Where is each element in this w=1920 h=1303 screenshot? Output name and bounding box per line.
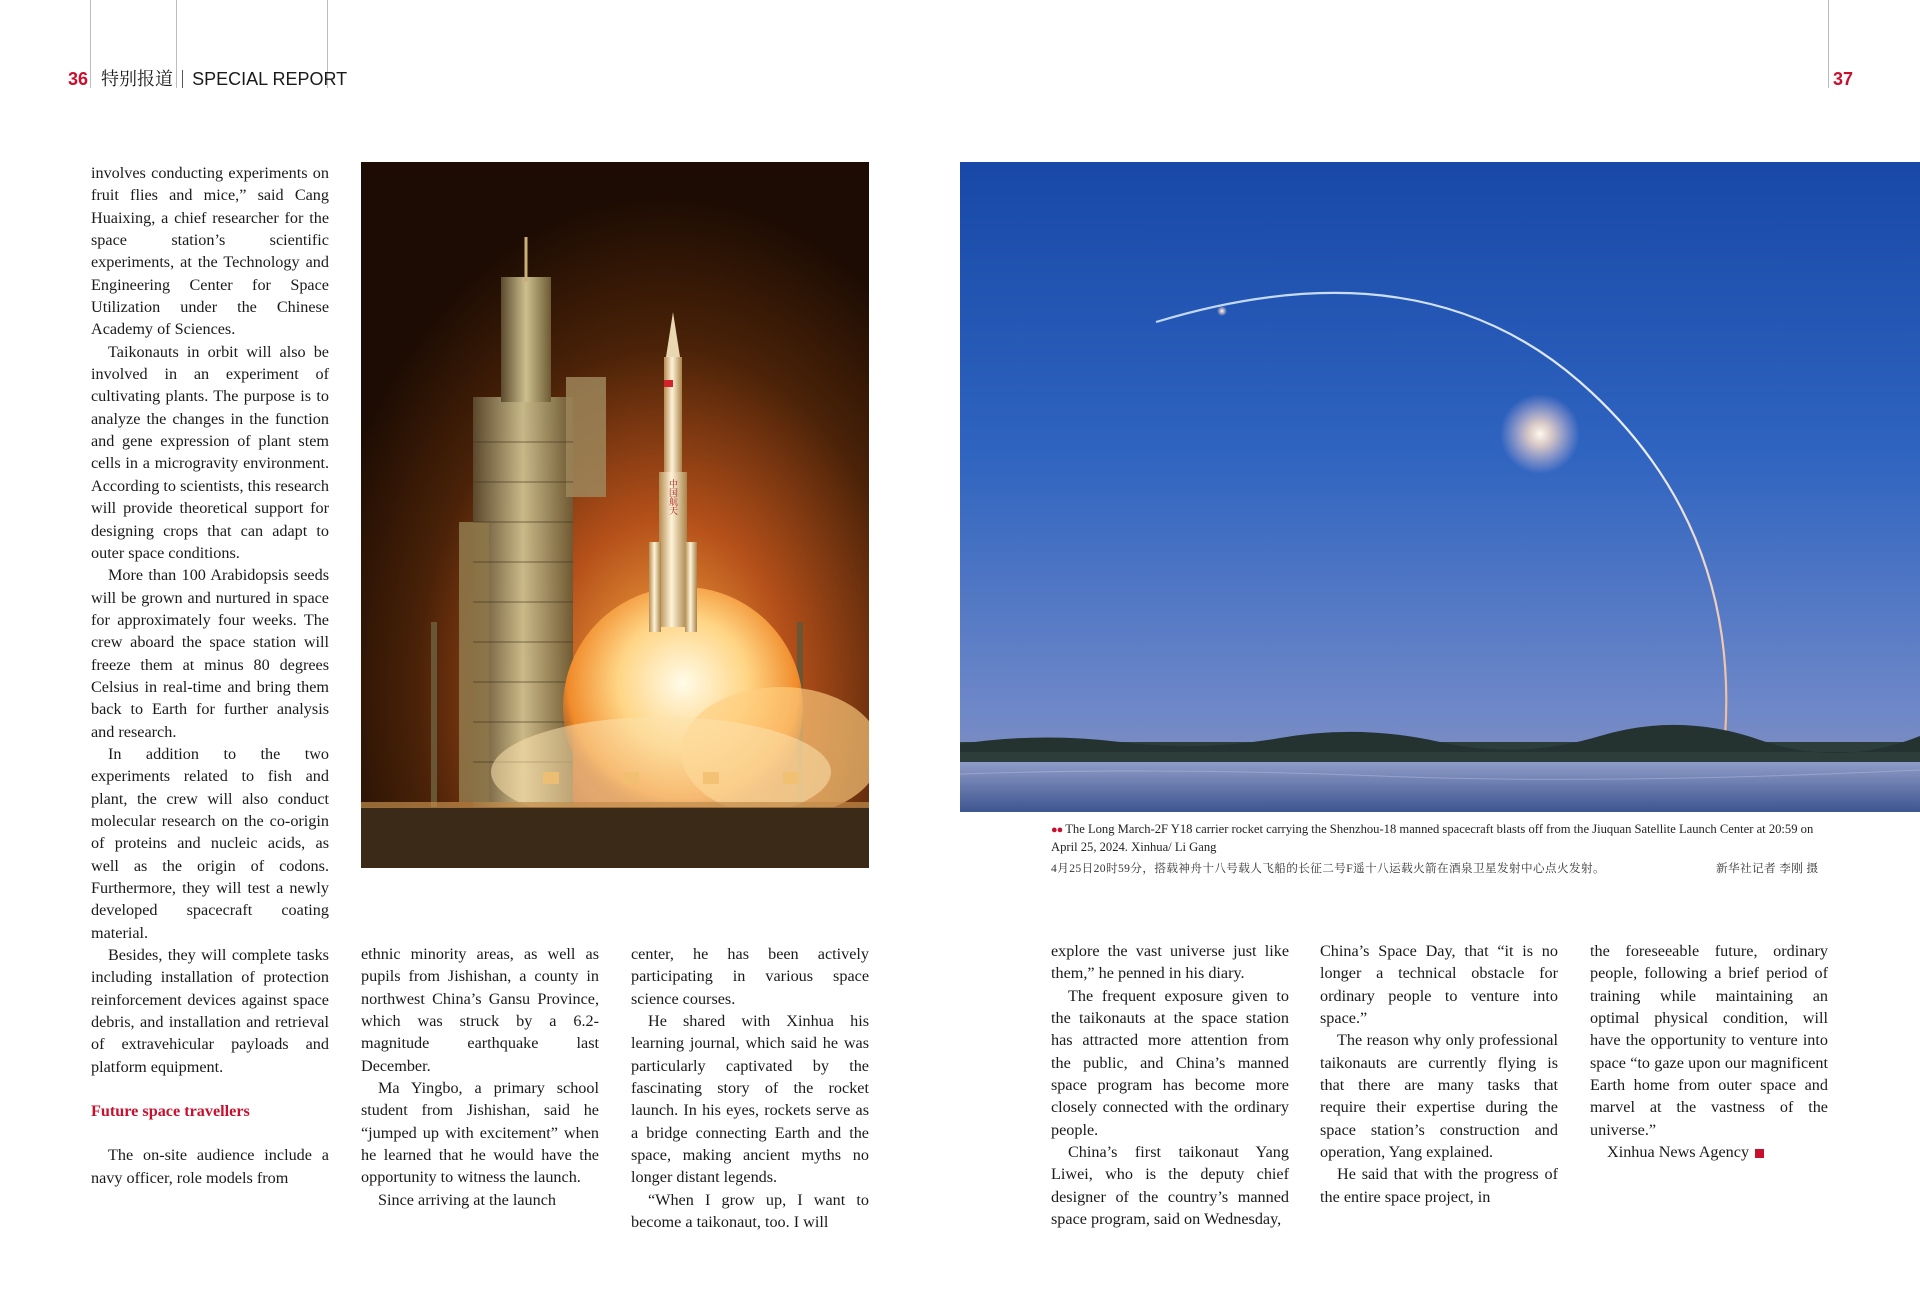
paragraph: He shared with Xinhua his learning journal, which said he was particularly captivated by the fascinating story of the rocket launch. In his eyes, rockets serve as a bridge connecting Earth and the space, making ancient myths no longer distant legends. — [631, 1012, 869, 1187]
paragraph: In addition to the two experiments related to fish and plant, the crew will also conduct molecular research on the co-origin of proteins and nucleic acids, as well as the origin of codons. Furthermore, they will test a newly developed spacecraft coating material. — [91, 744, 329, 942]
launch-pad-photo — [361, 162, 869, 868]
paragraph: Besides, they will complete tasks including installation of protection reinforcement devices against space debris, and installation and retrieval of extravehicular payloads and platform equipment. — [91, 946, 329, 1076]
paragraph: China’s first taikonaut Yang Liwei, who is the deputy chief designer of the country’s manned space program, said on Wednesday, — [1051, 1143, 1289, 1229]
caption-text: The Long March-2F Y18 carrier rocket carrying the Shenzhou-18 manned spacecraft blasts off from the Jiuquan Satellite Launch Center at 20:59 on April 25, 2024. Xinhua/ Li Gang — [1051, 822, 1814, 854]
left-page-number: 36 — [68, 69, 89, 89]
paragraph: involves conducting experiments on fruit flies and mice,” said Cang Huaixing, a chief researcher for the space station’s scientific experiments, at the Technology and Engineering Center for Space Utilization under the Chinese Academy of Sciences. — [91, 164, 329, 339]
photo-caption-chinese: 4月25日20时59分，搭载神舟十八号载人飞船的长征二号F遥十八运载火箭在酒泉卫星发射中心点火发射。 — [1051, 862, 1605, 875]
byline: Xinhua News Agency — [1607, 1143, 1750, 1162]
paragraph: explore the vast universe just like them,” he penned in his diary. — [1051, 942, 1289, 983]
photo-caption-english — [1051, 821, 1831, 855]
article-column-5 — [1320, 940, 1558, 1208]
paragraph: the foreseeable future, ordinary people, following a brief period of training while maintaining an optimal physical condition, will have the opportunity to venture into space “to gaze upon our magnificent Earth home from outer space and marvel at the vastness of the universe.” — [1590, 942, 1828, 1139]
paragraph: The on-site audience include a navy officer, role models from — [91, 1146, 329, 1187]
paragraph: “When I grow up, I want to become a taikonaut, too. I will — [631, 1190, 869, 1232]
right-page-number: 37 — [1833, 69, 1854, 89]
article-column-4 — [1051, 940, 1289, 1230]
dusk-launch-photo — [960, 162, 1920, 812]
paragraph: The frequent exposure given to the taikonauts at the space station has attracted more attention from the public, and China’s manned space program has become more closely connected with the ordinary people. — [1051, 986, 1289, 1139]
rocket-marking: 中国航天 — [668, 479, 678, 515]
paragraph: China’s Space Day, that “it is no longer a technical obstacle for ordinary people to venture into space.” — [1320, 942, 1558, 1028]
paragraph: Ma Yingbo, a primary school student from Jishishan, said he “jumped up with excitement” when he learned that he would have the opportunity to witness the launch. — [361, 1079, 599, 1187]
paragraph: The reason why only professional taikonauts are currently flying is that there are many tasks that require their expertise during the space station’s construction and operation, Yang explained. — [1320, 1031, 1558, 1162]
photo-credit-chinese: 新华社记者 李刚 摄 — [1716, 862, 1819, 875]
section-title-en: SPECIAL REPORT — [192, 69, 348, 89]
rocket-launch-image — [361, 162, 869, 868]
article-column-6 — [1590, 940, 1828, 1163]
rocket-trail-image — [960, 162, 1920, 812]
article-column-1 — [91, 162, 329, 1189]
paragraph: Since arriving at the launch — [378, 1190, 556, 1209]
header-rule-4 — [1828, 0, 1829, 88]
end-mark-icon — [1755, 1149, 1764, 1158]
paragraph: Taikonauts in orbit will also be involved in an experiment of cultivating plants. The purpose is to analyze the changes in the function and gene expression of plant stem cells in a microgravity environment. According to scientists, this research will provide theoretical support for designing crops that can adapt to outer space conditions. — [91, 342, 329, 562]
paragraph: center, he has been actively participating in various space science courses. — [631, 945, 869, 1008]
left-page-header — [68, 68, 347, 90]
article-column-2 — [361, 943, 599, 1211]
section-title-divider — [182, 70, 183, 88]
paragraph: More than 100 Arabidopsis seeds will be grown and nurtured in space for approximately four weeks. The crew aboard the space station will freeze them at minus 80 degrees Celsius in real-time and bring them back to Earth for further analysis and research. — [91, 566, 329, 741]
byline-line — [1590, 1141, 1828, 1163]
section-title-cn: 特别报道 — [101, 69, 174, 89]
article-column-3 — [631, 943, 869, 1233]
paragraph: ethnic minority areas, as well as pupils from Jishishan, a county in northwest China’s Gansu Province, which was struck by a 6.2-magnitude earthquake last December. — [361, 945, 599, 1075]
paragraph: He said that with the progress of the entire space project, in — [1320, 1165, 1558, 1206]
caption-marker-icon: ●● — [1051, 824, 1063, 836]
subheading: Future space travellers — [91, 1102, 250, 1121]
